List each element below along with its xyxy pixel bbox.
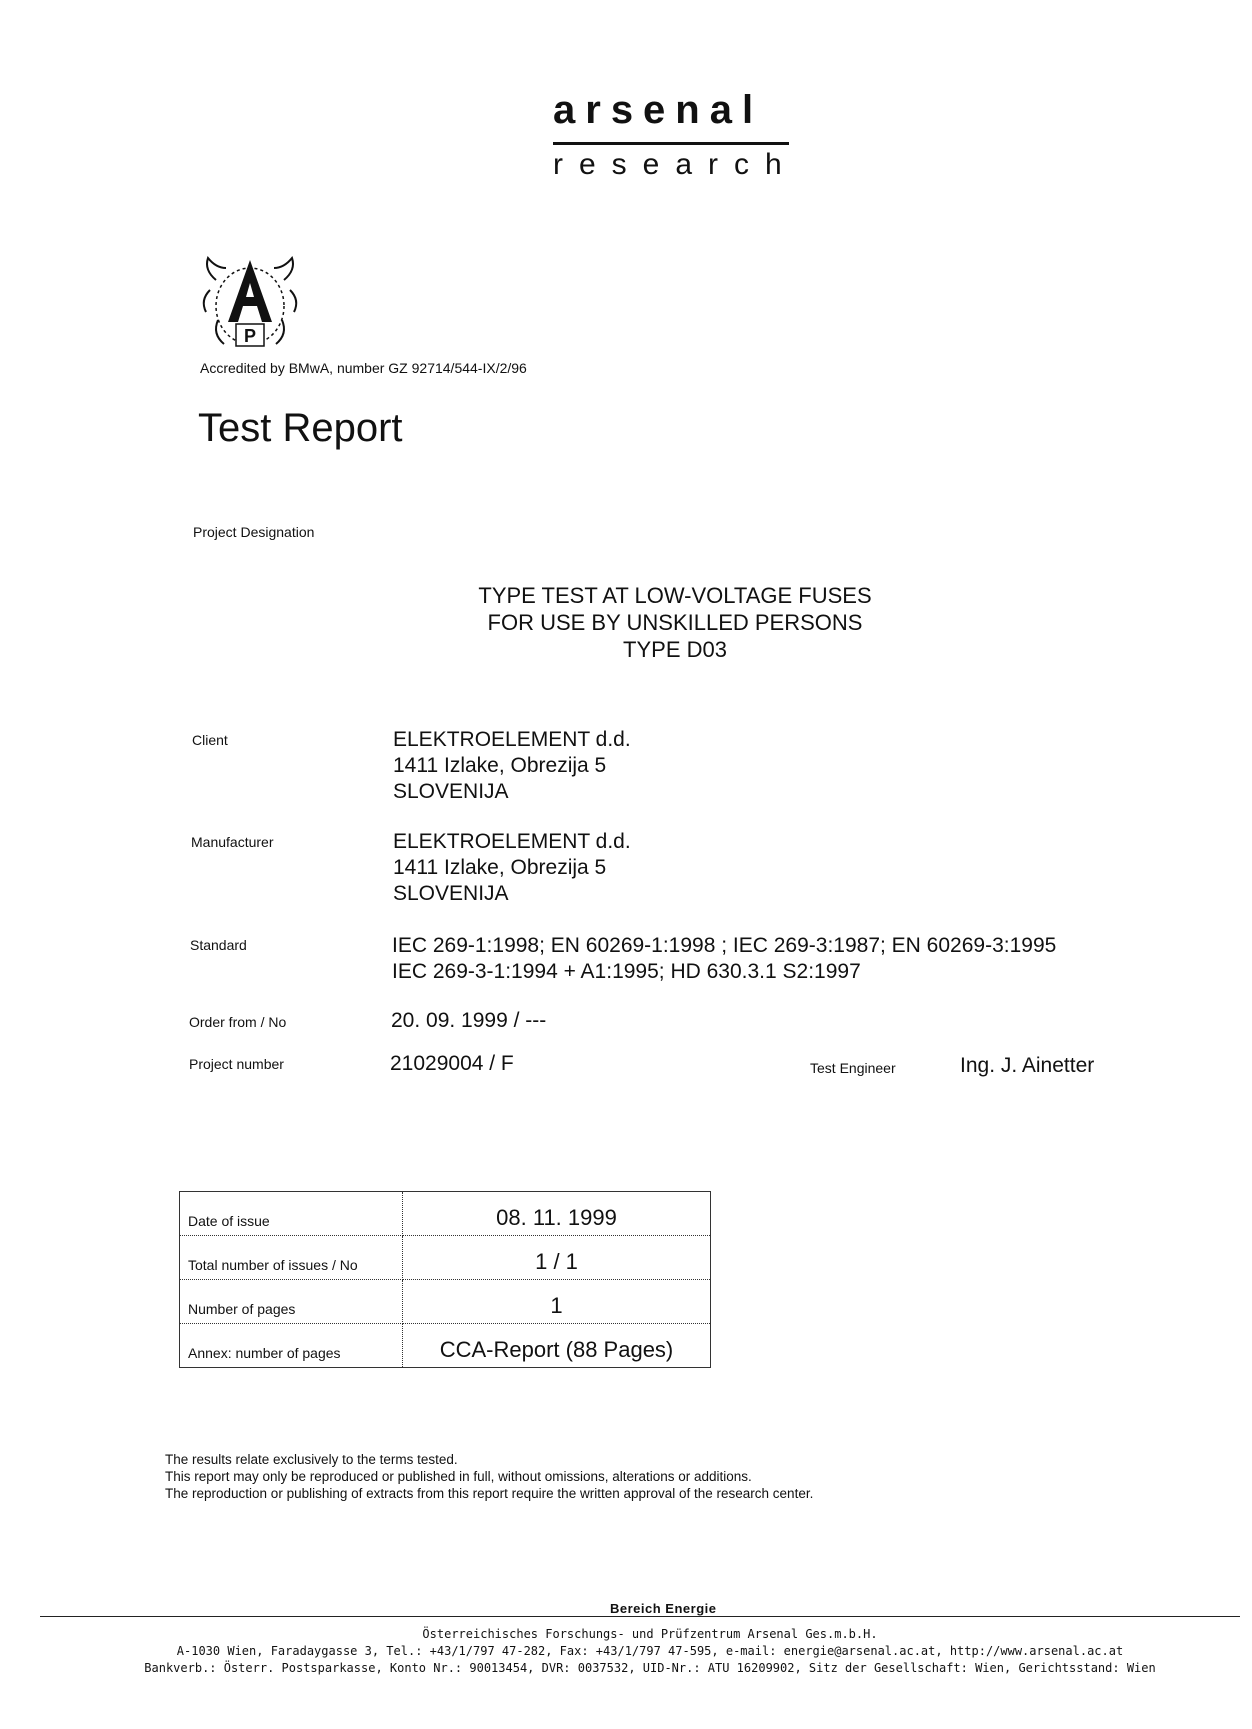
client-line: SLOVENIJA [393,780,509,803]
designation-line: TYPE D03 [623,637,727,662]
standard-value [392,933,1056,985]
logo-research: research [553,148,798,181]
table-row [180,1192,711,1236]
project-number-label: Project number [189,1056,284,1072]
project-designation-label: Project Designation [193,524,315,540]
order-value: 20. 09. 1999 / --- [391,1009,547,1032]
table-row [180,1280,711,1324]
standard-line: IEC 269-1:1998; EN 60269-1:1998 ; IEC 269-3:1987; EN 60269-3:1995 [392,934,1057,957]
disclaimer-line: The results relate exclusively to the terms tested. [165,1452,458,1467]
table-row [180,1324,711,1368]
manufacturer-line: SLOVENIJA [393,882,509,905]
test-engineer-value: Ing. J. Ainetter [960,1054,1095,1077]
standard-line: IEC 269-3-1:1994 + A1:1995; HD 630.3.1 S2:1997 [392,960,861,983]
client-line: ELEKTROELEMENT d.d. [393,728,631,751]
footer-department: Bereich Energie [610,1601,717,1616]
manufacturer-value [393,829,631,907]
project-designation [440,582,910,663]
table-value: CCA-Report (88 Pages) [403,1324,711,1368]
footer-address [100,1626,1200,1677]
test-engineer-label: Test Engineer [810,1060,896,1076]
page-title: Test Report [198,406,403,450]
table-value: 1 [403,1280,711,1324]
issue-info-table [179,1191,711,1368]
client-label: Client [192,732,228,748]
accreditation-emblem-icon [196,250,304,350]
order-label: Order from / No [189,1014,287,1030]
footer-line: A-1030 Wien, Faradaygasse 3, Tel.: +43/1/797 47-282, Fax: +43/1/797 47-595, e-mail: energie@arsenal.ac.at, http://www.arsenal.ac.at [176,1644,1124,1658]
table-key: Total number of issues / No [180,1236,403,1280]
manufacturer-line: ELEKTROELEMENT d.d. [393,830,631,853]
designation-line: FOR USE BY UNSKILLED PERSONS [487,610,863,635]
logo-divider [553,142,789,145]
table-value: 08. 11. 1999 [403,1192,711,1236]
table-key: Date of issue [180,1192,403,1236]
svg-text:P: P [243,326,257,346]
disclaimer [165,1451,813,1502]
table-value: 1 / 1 [403,1236,711,1280]
footer-divider [40,1616,1240,1617]
table-key: Annex: number of pages [180,1324,403,1368]
designation-line: TYPE TEST AT LOW-VOLTAGE FUSES [478,583,872,608]
footer-line: Österreichisches Forschungs- und Prüfzentrum Arsenal Ges.m.b.H. [422,1627,878,1641]
standard-label: Standard [190,937,247,953]
disclaimer-line: The reproduction or publishing of extracts from this report require the written approval of the research center. [165,1486,814,1501]
table-row [180,1236,711,1280]
manufacturer-label: Manufacturer [191,834,274,850]
disclaimer-line: This report may only be reproduced or published in full, without omissions, alterations or additions. [165,1469,752,1484]
manufacturer-line: 1411 Izlake, Obrezija 5 [393,856,607,879]
footer-line: Bankverb.: Österr. Postsparkasse, Konto Nr.: 90013454, DVR: 0037532, UID-Nr.: ATU 16209902, Sitz der Gesellschaft: Wien, Gerichtsstand: Wien [144,1661,1156,1675]
accreditation-text: Accredited by BMwA, number GZ 92714/544-IX/2/96 [200,360,527,376]
project-number-value: 21029004 / F [390,1052,514,1075]
client-value [393,727,631,805]
logo-arsenal: arsenal [553,88,764,132]
table-key: Number of pages [180,1280,403,1324]
client-line: 1411 Izlake, Obrezija 5 [393,754,607,777]
